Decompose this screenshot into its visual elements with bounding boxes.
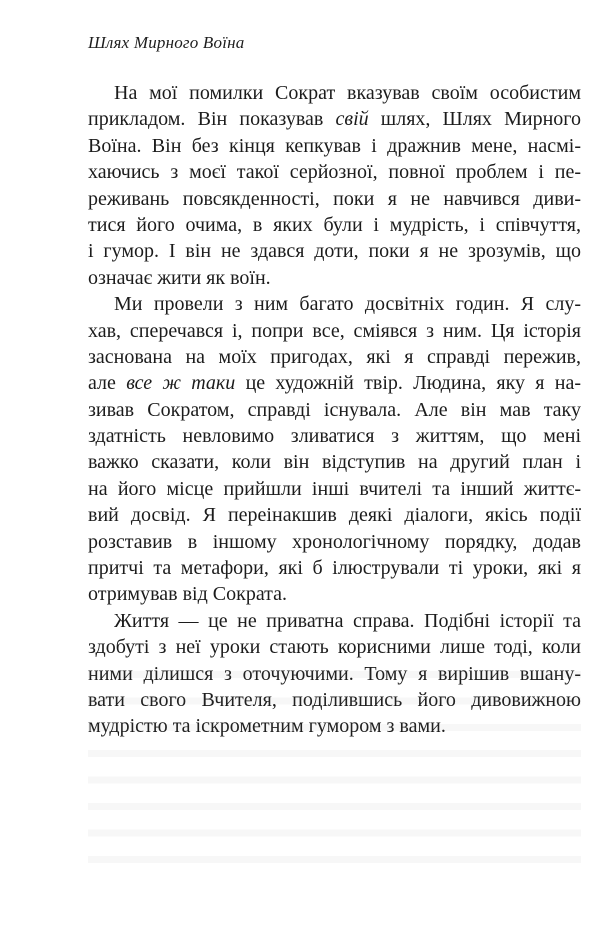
text-segment: тися його очима, в яких були і мудрість, і співчуття,	[88, 213, 581, 236]
text-segment: шлях, Шлях Мирного	[368, 108, 581, 131]
text-segment: прикладом. Він показував	[88, 108, 336, 131]
text-segment: і гумор. І він не здався доти, поки я не зрозумів, що	[88, 240, 581, 263]
text-segment: мудрістю та іскрометним гумором з вами.	[88, 715, 446, 738]
emphasis-text: все ж таки	[126, 372, 236, 395]
text-line	[88, 238, 581, 264]
text-segment: це художній твір. Людина, яку я на-	[235, 372, 581, 395]
text-segment: заснована на моїх пригодах, які я справді пережив,	[88, 345, 581, 368]
reverse-page-bleed-through	[88, 662, 581, 872]
text-line	[88, 265, 581, 291]
text-segment: означає жити як воїн.	[88, 266, 271, 289]
text-line	[88, 159, 581, 185]
running-head: Шлях Мирного Воїна	[88, 33, 245, 52]
text-line	[88, 476, 581, 502]
text-line	[88, 318, 581, 344]
text-line	[88, 186, 581, 212]
paragraph	[88, 80, 581, 291]
text-segment: На мої помилки Сократ вказував своїм особистим	[114, 82, 581, 104]
text-line	[88, 581, 581, 607]
text-segment: притчі та метафори, які б ілюстрували ті уроки, які я	[88, 557, 581, 580]
body-text	[88, 80, 581, 740]
text-line	[88, 423, 581, 449]
text-line	[88, 344, 581, 370]
text-segment: хаючись з моєї такої серйозної, повної проблем і пе-	[88, 161, 581, 184]
text-line	[88, 529, 581, 555]
text-line	[88, 449, 581, 475]
text-segment: важко сказати, коли він відступив на другий план і	[88, 451, 581, 474]
text-segment: здобуті з неї уроки стають корисними лише тоді, коли	[88, 636, 581, 659]
text-line	[88, 291, 581, 317]
text-segment: але	[88, 372, 127, 395]
text-segment: здатність невловимо зливатися з життям, що мені	[88, 425, 581, 448]
text-segment: вий досвід. Я переінакшив деякі діалоги, якісь події	[88, 504, 581, 527]
paragraph	[88, 291, 581, 608]
text-line	[88, 133, 581, 159]
text-segment: Воїна. Він без кінця кепкував і дражнив мене, насмі-	[88, 134, 581, 157]
text-segment: Ми провели з ним багато досвітніх годин. Я слу-	[114, 293, 581, 316]
text-line	[88, 634, 581, 660]
text-line	[88, 555, 581, 581]
text-line	[88, 397, 581, 423]
text-segment: реживань повсякденності, поки я не навчився диви-	[88, 187, 581, 210]
text-segment: вати свого Вчителя, поділившись його дивовижною	[88, 688, 581, 711]
text-line	[88, 608, 581, 634]
text-segment: Життя — це не приватна справа. Подібні історії та	[114, 609, 581, 632]
text-line	[88, 106, 581, 132]
text-segment: отримував від Сократа.	[88, 583, 288, 606]
text-line	[88, 370, 581, 396]
text-segment: розставив в іншому хронологічному порядку, додав	[88, 530, 581, 553]
text-segment: на його місце прийшли інші вчителі та інший життє-	[88, 477, 581, 500]
text-line	[88, 502, 581, 528]
text-segment: зивав Сократом, справді існувала. Але він мав таку	[88, 398, 581, 421]
text-segment: ними ділишся з оточуючими. Тому я вирішив вшану-	[88, 662, 581, 685]
text-segment: хав, сперечався і, попри все, сміявся з ним. Ця історія	[88, 319, 581, 342]
text-line	[88, 80, 581, 106]
text-line	[88, 212, 581, 238]
emphasis-text: свій	[335, 108, 369, 131]
